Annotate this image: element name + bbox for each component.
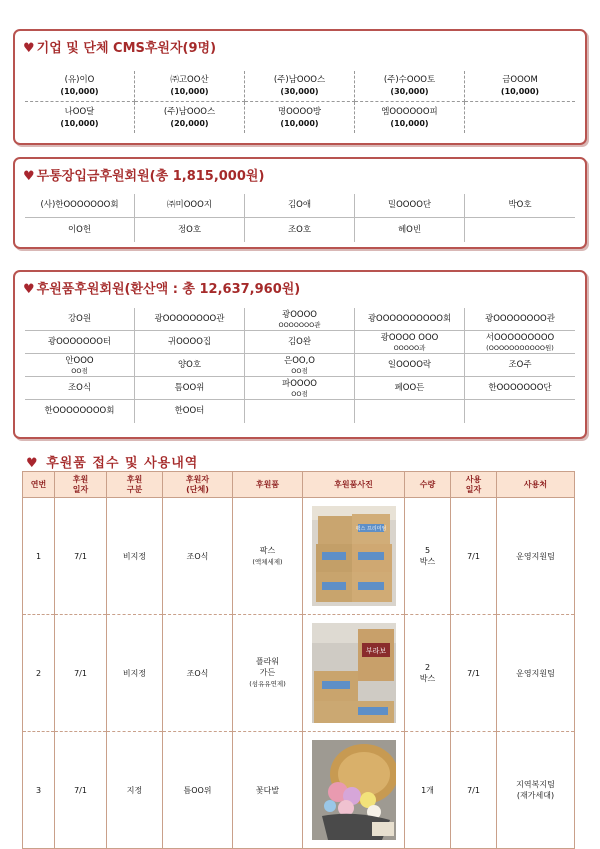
deposit-item: 조O호 bbox=[245, 218, 355, 242]
row-donor: 조O식 bbox=[163, 615, 233, 732]
col-photo: 후원품사진 bbox=[303, 472, 405, 498]
cms-grid bbox=[25, 71, 575, 133]
col-date: 후원 일자 bbox=[55, 472, 107, 498]
goods-item: 안OOO OO점 bbox=[25, 354, 135, 377]
goods-panel bbox=[13, 270, 587, 439]
heart-icon: ♥ bbox=[23, 282, 35, 297]
row-qty: 2 박스 bbox=[405, 615, 451, 732]
goods-item: 은OO,O OO점 bbox=[245, 354, 355, 377]
cms-item: 나OO달 (10,000) bbox=[25, 102, 135, 133]
col-qty: 수량 bbox=[405, 472, 451, 498]
row-photo bbox=[303, 732, 405, 849]
row-place: 운영지원팀 bbox=[497, 498, 575, 615]
softener-boxes-photo bbox=[312, 623, 396, 723]
bouquet-photo bbox=[312, 740, 396, 840]
goods-item: 페OO든 bbox=[355, 377, 465, 400]
row-use-date: 7/1 bbox=[451, 732, 497, 849]
cms-item: ㈜고OO산 (10,000) bbox=[135, 71, 245, 102]
col-donor: 후원자 (단체) bbox=[163, 472, 233, 498]
cms-item bbox=[465, 102, 575, 133]
row-type: 지정 bbox=[107, 732, 163, 849]
detergent-boxes-photo bbox=[312, 506, 396, 606]
cms-item: 엠OOOOOO피 (10,000) bbox=[355, 102, 465, 133]
cms-title: ♥ 기업 및 단체 CMS후원자(9명) bbox=[23, 41, 217, 56]
col-place: 사용처 bbox=[497, 472, 575, 498]
table-row bbox=[23, 732, 575, 849]
goods-item: 광OOOO OOOOOOO관 bbox=[245, 308, 355, 331]
svg-text:팩스 프리미엄: 팩스 프리미엄 bbox=[355, 526, 386, 532]
row-use-date: 7/1 bbox=[451, 615, 497, 732]
usage-title: ♥ 후원품 접수 및 사용내역 bbox=[26, 456, 199, 471]
row-no: 3 bbox=[23, 732, 55, 849]
deposit-item: (사)한OOOOOOO회 bbox=[25, 194, 135, 218]
goods-item: 광OOOOOOOO관 bbox=[465, 308, 575, 331]
goods-item: 강O원 bbox=[25, 308, 135, 331]
deposit-panel bbox=[13, 157, 587, 249]
heart-icon: ♥ bbox=[23, 41, 35, 56]
cms-item: (유)이O (10,000) bbox=[25, 71, 135, 102]
row-no: 2 bbox=[23, 615, 55, 732]
goods-item: 일OOOO락 bbox=[355, 354, 465, 377]
row-place: 운영지원팀 bbox=[497, 615, 575, 732]
heart-icon: ♥ bbox=[26, 456, 39, 471]
row-item: 팍스 (액체세제) bbox=[233, 498, 303, 615]
goods-item bbox=[465, 400, 575, 423]
row-type: 비지정 bbox=[107, 615, 163, 732]
cms-item: 금OOOM (10,000) bbox=[465, 71, 575, 102]
row-item: 플라워 가든 (섬유유연제) bbox=[233, 615, 303, 732]
row-type: 비지정 bbox=[107, 498, 163, 615]
row-date: 7/1 bbox=[55, 498, 107, 615]
row-item: 꽃다발 bbox=[233, 732, 303, 849]
table-row bbox=[23, 615, 575, 732]
goods-item: 한OOOOOOO단 bbox=[465, 377, 575, 400]
row-photo bbox=[303, 498, 405, 615]
col-type: 후원 구분 bbox=[107, 472, 163, 498]
goods-title: ♥ 후원품후원회원(환산액 : 총 12,637,960원) bbox=[23, 282, 301, 297]
goods-grid bbox=[25, 308, 575, 423]
row-date: 7/1 bbox=[55, 732, 107, 849]
heart-icon: ♥ bbox=[23, 169, 35, 184]
col-item: 후원품 bbox=[233, 472, 303, 498]
deposit-title: ♥ 무통장입금후원회원(총 1,815,000원) bbox=[23, 169, 265, 184]
deposit-item: 정O호 bbox=[135, 218, 245, 242]
deposit-item: ㈜미OOO지 bbox=[135, 194, 245, 218]
usage-table bbox=[22, 471, 575, 849]
goods-item: 조O주 bbox=[465, 354, 575, 377]
row-place: 지역복지팀 (재가세대) bbox=[497, 732, 575, 849]
goods-item: 귀OOOO집 bbox=[135, 331, 245, 354]
goods-item: 광OOOO OOO OOOOO과 bbox=[355, 331, 465, 354]
deposit-item: 김O애 bbox=[245, 194, 355, 218]
deposit-item: 밀OOOO단 bbox=[355, 194, 465, 218]
goods-item: 한OOOOOOOO회 bbox=[25, 400, 135, 423]
deposit-grid bbox=[25, 194, 575, 242]
row-use-date: 7/1 bbox=[451, 498, 497, 615]
goods-item: 양O호 bbox=[135, 354, 245, 377]
usage-header-row bbox=[23, 472, 575, 498]
goods-item: 광OOOOOOOO관 bbox=[135, 308, 245, 331]
deposit-item bbox=[465, 218, 575, 242]
cms-item: (주)수OOO토 (30,000) bbox=[355, 71, 465, 102]
svg-text:부라보: 부라보 bbox=[365, 647, 386, 655]
deposit-item: 박O호 bbox=[465, 194, 575, 218]
deposit-item: 헤O빈 bbox=[355, 218, 465, 242]
row-qty: 1개 bbox=[405, 732, 451, 849]
deposit-item: 이O헌 bbox=[25, 218, 135, 242]
goods-item bbox=[245, 400, 355, 423]
table-row bbox=[23, 498, 575, 615]
row-donor: 조O식 bbox=[163, 498, 233, 615]
row-donor: 틈OO위 bbox=[163, 732, 233, 849]
cms-item: (주)남OOO스 (30,000) bbox=[245, 71, 355, 102]
goods-item: 광OOOOOOOOOO회 bbox=[355, 308, 465, 331]
goods-item: 한OO터 bbox=[135, 400, 245, 423]
row-no: 1 bbox=[23, 498, 55, 615]
row-date: 7/1 bbox=[55, 615, 107, 732]
col-use-date: 사용 일자 bbox=[451, 472, 497, 498]
cms-item: (주)남OOO스 (20,000) bbox=[135, 102, 245, 133]
goods-item: 조O식 bbox=[25, 377, 135, 400]
goods-item: 파OOOO OO점 bbox=[245, 377, 355, 400]
goods-item: 틈OO위 bbox=[135, 377, 245, 400]
cms-item: 명OOOO방 (10,000) bbox=[245, 102, 355, 133]
goods-item: 서OOOOOOOOO (OOOOOOOOOOO원) bbox=[465, 331, 575, 354]
goods-item: 김O완 bbox=[245, 331, 355, 354]
col-no: 연번 bbox=[23, 472, 55, 498]
row-qty: 5 박스 bbox=[405, 498, 451, 615]
row-photo bbox=[303, 615, 405, 732]
goods-item: 광OOOOOOO터 bbox=[25, 331, 135, 354]
goods-item bbox=[355, 400, 465, 423]
cms-panel bbox=[13, 29, 587, 145]
